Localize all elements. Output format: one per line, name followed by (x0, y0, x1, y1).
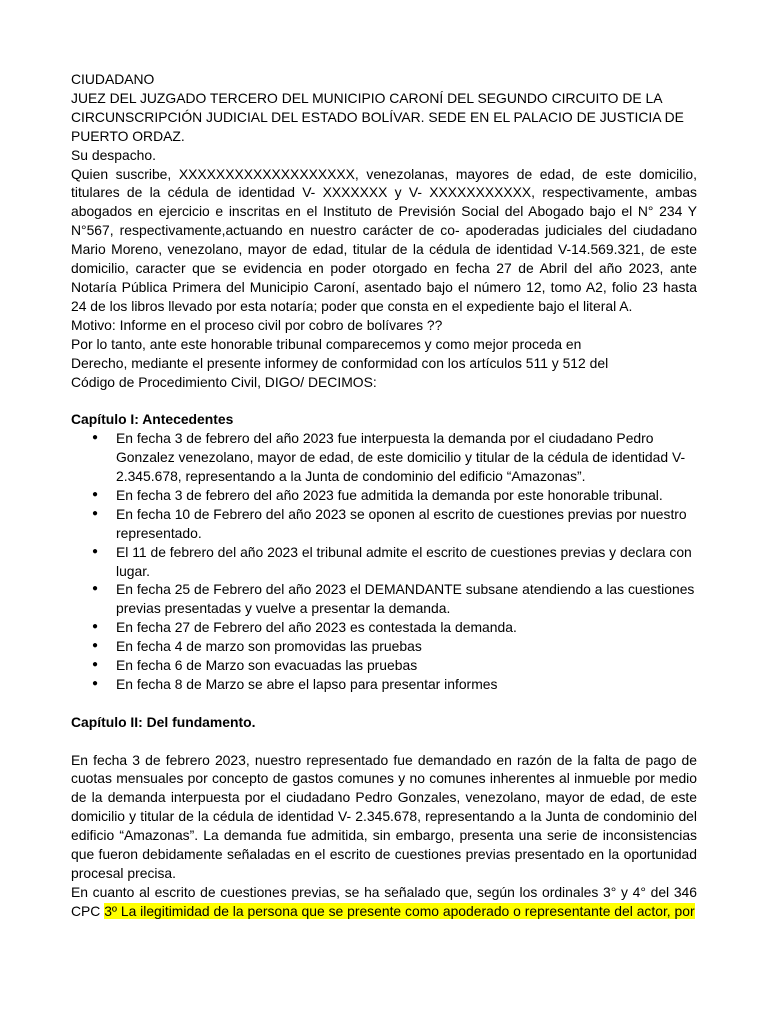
list-item: ● En fecha 3 de febrero del año 2023 fue interpuesta la demanda por el ciudadano Pedro Gonzalez venezolano, mayor de edad, de este domicilio y titular de la cédula de identidad V-2.345.678, representando a la Junta de condominio del edificio “Amazonas”. (116, 429, 697, 486)
list-item: ● En fecha 8 de Marzo se abre el lapso para presentar informes (116, 675, 697, 694)
recipient-title: CIUDADANO (71, 71, 155, 87)
list-item: ● En fecha 4 de marzo son promovidas las pruebas (116, 637, 697, 656)
list-item: ● En fecha 3 de febrero del año 2023 fue admitida la demanda por este honorable tribunal. (116, 486, 697, 505)
spacer (71, 732, 697, 751)
motivo-line: Motivo: Informe en el proceso civil por cobro de bolívares ?? (71, 316, 443, 333)
chapter-1-heading: Capítulo I: Antecedentes (71, 411, 234, 428)
list-item: ● En fecha 10 de Febrero del año 2023 se oponen al escrito de cuestiones previas por nuestro representado. (116, 505, 697, 543)
highlighted-text: 3º La ilegitimidad de la persona que se presente como apoderado o representante del actor, por (104, 902, 695, 919)
cuestiones-text: En cuanto al escrito de cuestiones previas, se ha señalado que, según los ordinales 3° y 4° del 346 CPC (71, 883, 697, 919)
chapter-2-heading: Capítulo II: Del fundamento. (71, 713, 256, 730)
spacer (71, 391, 697, 410)
intro-paragraph: Quien suscribe, XXXXXXXXXXXXXXXXXXX, venezolanas, mayores de edad, de este domicilio, titulares de la cédula de identidad V- XXXXXXX y V- XXXXXXXXXXX, respectivamente, ambas abogados en ejercicio e inscritas en el Instituto de Previsión Social del Abogado bajo el N° 234 Y N°567, respectivamente,actuando en nuestro carácter de co- apoderadas judiciales del ciudadano Mario Moreno, venezolano, mayor de edad, titular de la cédula de identidad V-14.569.321, de este domicilio, caracter que se evidencia en poder otorgado en fecha 27 de Abril del año 2023, ante Notaría Pública Primera del Municipio Caroní, asentado bajo el número 12, tomo A2, folio 23 hasta 24 de los libros llevado por esta notaría; poder que consta en el expediente bajo el literal A. (71, 165, 697, 314)
spacer (71, 694, 697, 713)
list-item: ● En fecha 6 de Marzo son evacuadas las pruebas (116, 656, 697, 675)
antecedentes-list (71, 429, 697, 694)
salutation: Su despacho. (71, 146, 156, 163)
list-item: ● En fecha 27 de Febrero del año 2023 es contestada la demanda. (116, 618, 697, 637)
por-lo-tanto-paragraph: Por lo tanto, ante este honorable tribunal comparecemos y como mejor proceda en Derecho, mediante el presente informey de conformidad con los artículos 511 y 512 del Código de Procedimiento Civil, DIGO/ DECIMOS: (71, 335, 609, 390)
recipient-court: JUEZ DEL JUZGADO TERCERO DEL MUNICIPIO CARONÍ DEL SEGUNDO CIRCUITO DE LA CIRCUNSCRIPCIÓN JUDICIAL DEL ESTADO BOLÍVAR. SEDE EN EL PALACIO DE JUSTICIA DE PUERTO ORDAZ. (71, 89, 684, 144)
fundamento-paragraph: En fecha 3 de febrero 2023, nuestro representado fue demandado en razón de la falta de pago de cuotas mensuales por concepto de gastos comunes y no comunes inherentes al inmueble por medio de la demanda interpuesta por el ciudadano Pedro Gonzales, venezolano, mayor de edad, de este domicilio y titular de la cédula de identidad V- 2.345.678, representando a la Junta de condominio del edificio “Amazonas”. La demanda fue admitida, sin embargo, presenta una serie de inconsistencias que fueron debidamente señaladas en el escrito de cuestiones previas presentado en la oportunidad procesal precisa. (71, 751, 697, 882)
cuestiones-paragraph (71, 883, 697, 921)
list-item: ● El 11 de febrero del año 2023 el tribunal admite el escrito de cuestiones previas y declara con lugar. (116, 543, 697, 581)
list-item: ● En fecha 25 de Febrero del año 2023 el DEMANDANTE subsane atendiendo a las cuestiones previas presentadas y vuelve a presentar la demanda. (116, 580, 697, 618)
